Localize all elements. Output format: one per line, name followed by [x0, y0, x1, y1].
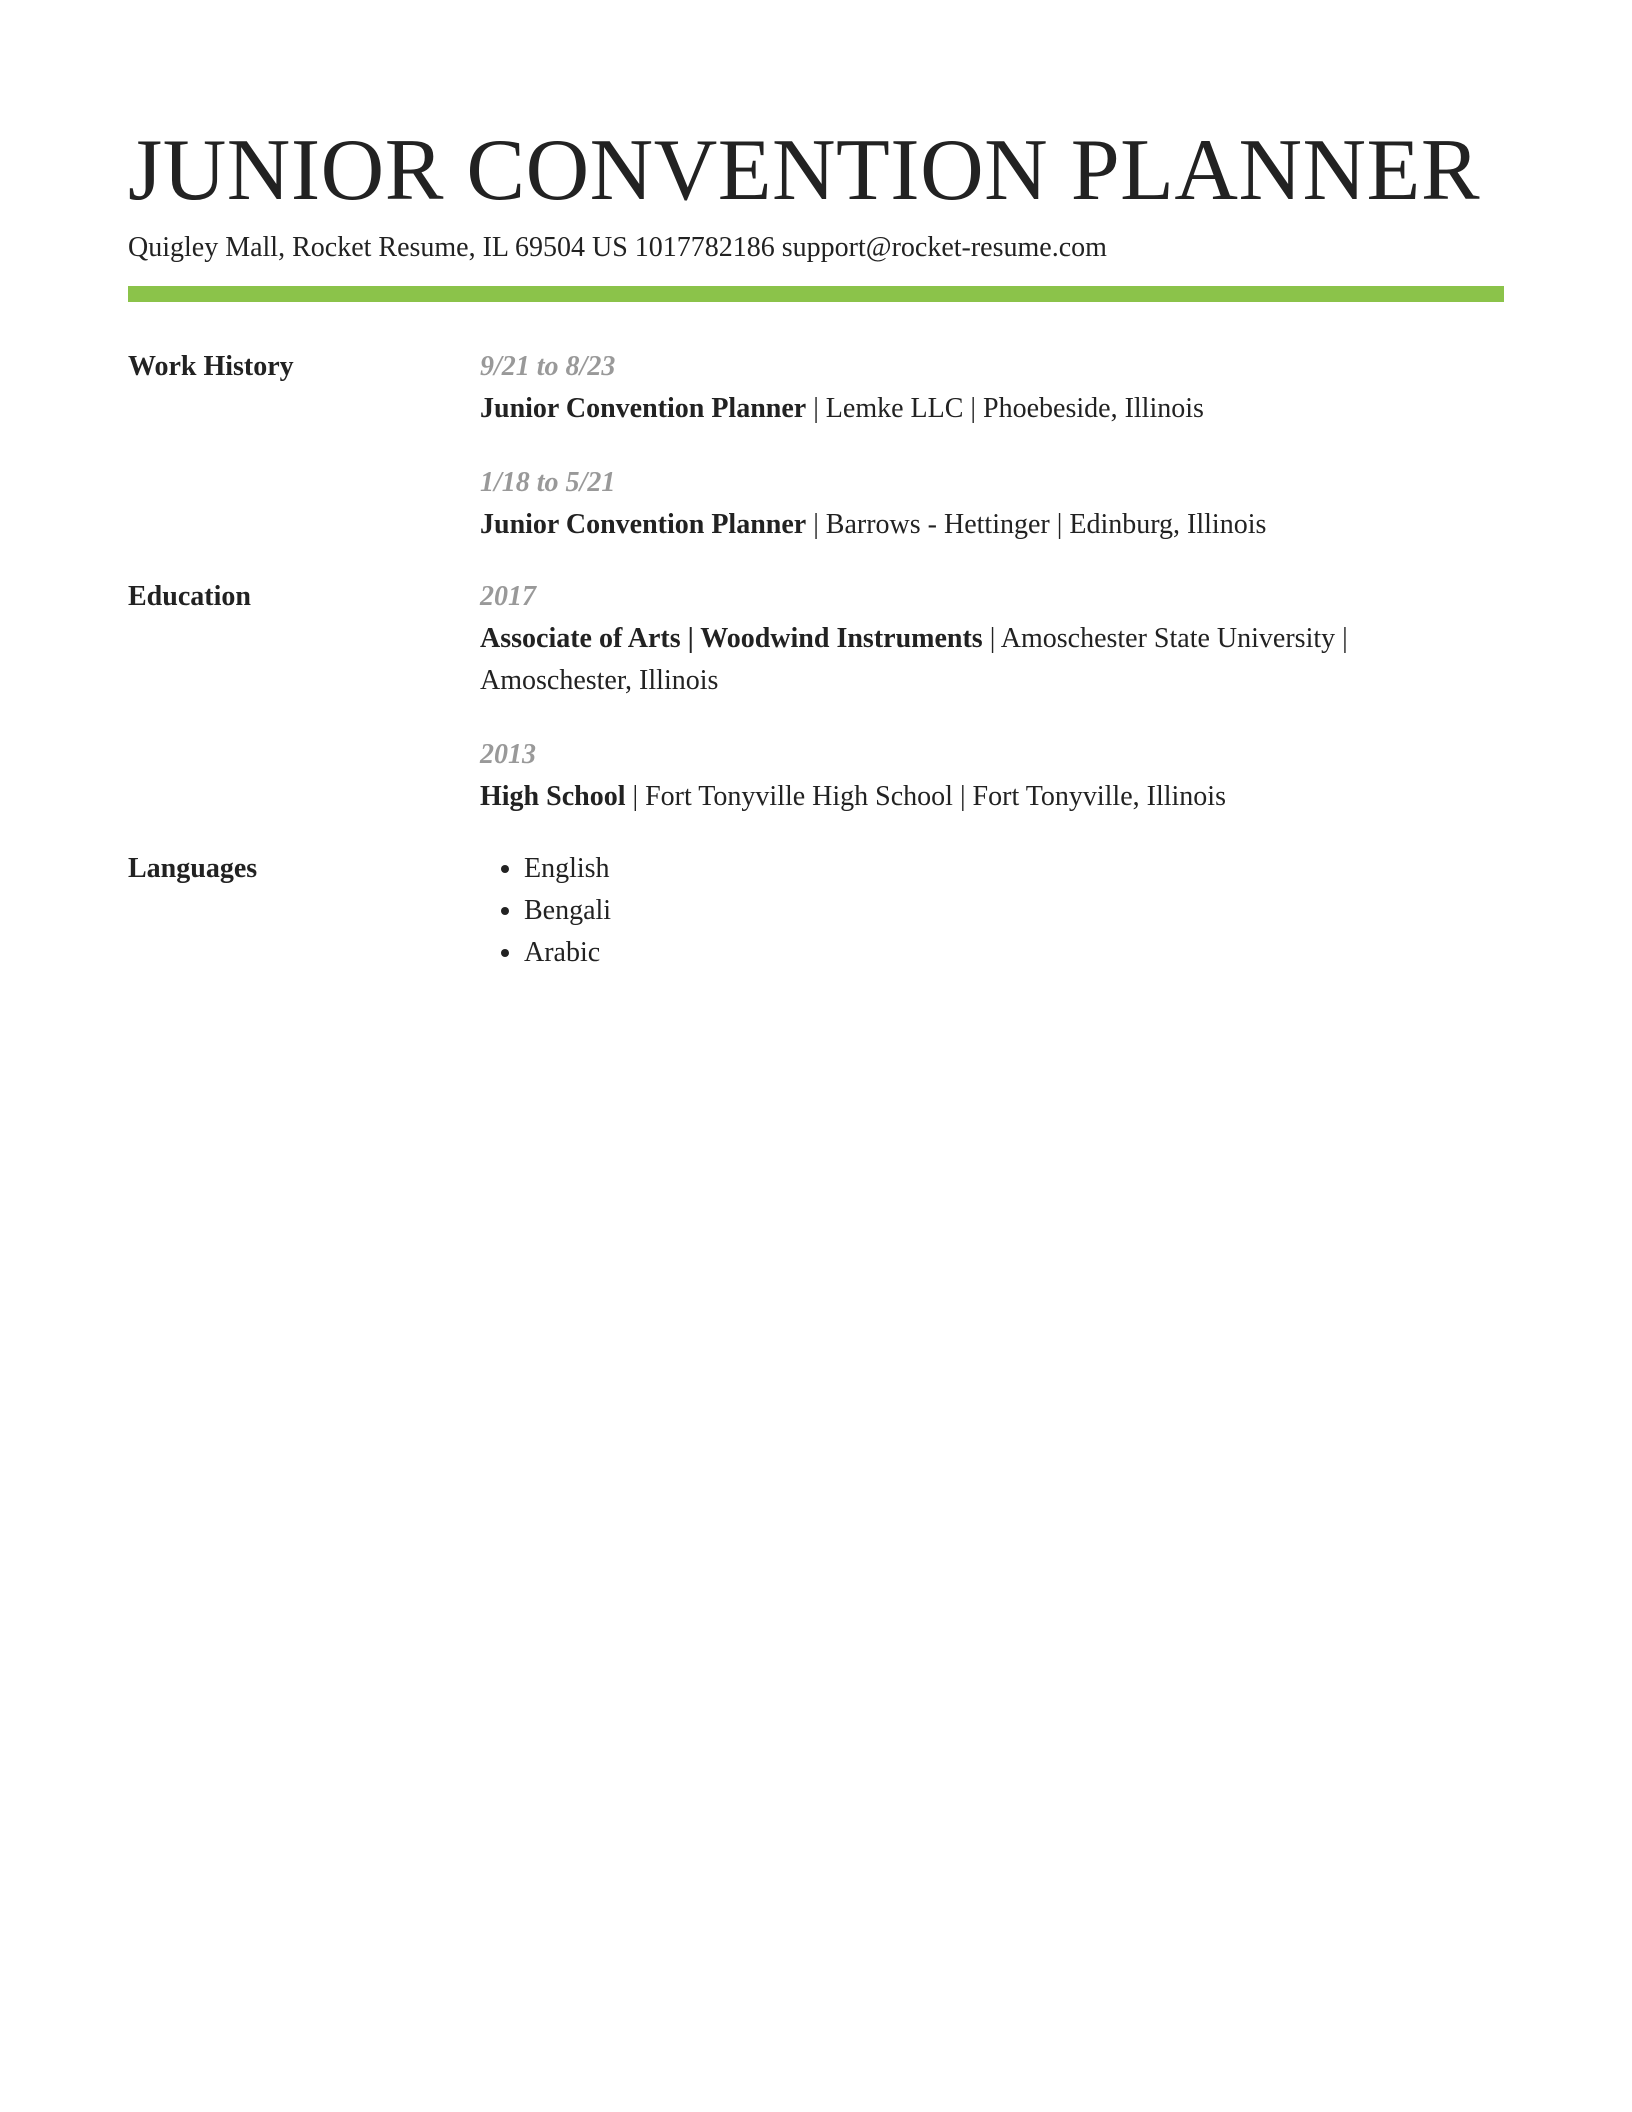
section-heading-education: Education [128, 581, 251, 612]
education-entry-date: 2017 [480, 581, 536, 612]
section-heading-languages: Languages [128, 853, 258, 884]
education-entry-date: 2013 [480, 739, 536, 770]
job-title: Junior Convention Planner [480, 509, 807, 540]
language-item: • English [524, 848, 1480, 890]
languages-entries [480, 848, 1480, 974]
work-entry-date: 1/18 to 5/21 [480, 467, 616, 498]
job-details: | Barrows - Hettinger | Edinburg, Illinois [806, 509, 1267, 540]
job-title: Junior Convention Planner [480, 393, 807, 424]
education-entry [480, 576, 1480, 702]
language-item: • Arabic [524, 932, 1480, 974]
job-details: | Lemke LLC | Phoebeside, Illinois [806, 393, 1204, 424]
resume-title: JUNIOR CONVENTION PLANNER [128, 122, 1481, 219]
work-entry [480, 462, 1480, 546]
education-entry [480, 734, 1480, 818]
languages-list [480, 848, 1480, 974]
language-item: • Bengali [524, 890, 1480, 932]
accent-divider [128, 286, 1504, 302]
work-entry-line [480, 504, 1480, 546]
education-entry-line [480, 776, 1480, 818]
work-entry [480, 346, 1480, 430]
work-entry-date: 9/21 to 8/23 [480, 351, 616, 382]
school-details: | Fort Tonyville High School | Fort Tonyville, Illinois [625, 781, 1226, 812]
work-entry-line [480, 388, 1480, 430]
education-entries [480, 576, 1480, 850]
degree-title: Associate of Arts | Woodwind Instruments [480, 623, 983, 654]
work-history-entries [480, 346, 1480, 578]
degree-title: High School [480, 781, 626, 812]
contact-info: Quigley Mall, Rocket Resume, IL 69504 US 1017782186 support@rocket-resume.com [128, 232, 1107, 263]
section-heading-work-history: Work History [128, 351, 294, 382]
school-details: | Amoschester State University | Amoschester, Illinois [480, 623, 1348, 696]
education-entry-line [480, 618, 1480, 702]
